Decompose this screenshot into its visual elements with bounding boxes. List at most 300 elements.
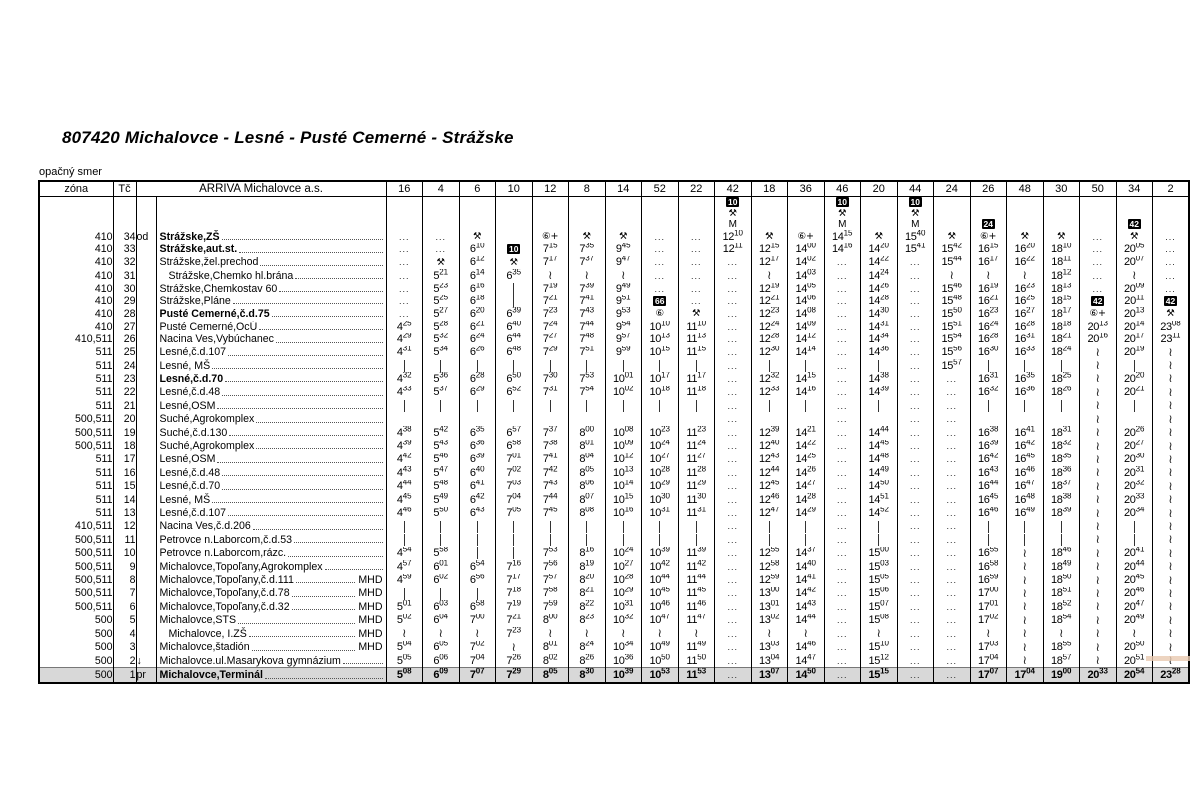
note-cell bbox=[824, 208, 861, 219]
skip-bar bbox=[1061, 534, 1062, 546]
time-cell bbox=[861, 600, 898, 613]
skip-bar bbox=[1024, 360, 1025, 372]
time-value: $11^{46}$ bbox=[686, 600, 707, 613]
time-cell bbox=[934, 307, 971, 320]
time-cell bbox=[1080, 520, 1117, 533]
time-cell bbox=[678, 547, 715, 560]
no-service-dots: ... bbox=[836, 321, 848, 332]
time-value: $16^{32}$ bbox=[977, 385, 999, 399]
time-cell bbox=[496, 480, 533, 493]
time-cell bbox=[459, 614, 496, 627]
time-cell bbox=[1153, 346, 1190, 359]
trip-number: 6 bbox=[459, 181, 496, 197]
trip-number: 34 bbox=[1116, 181, 1153, 197]
no-service-dots: ... bbox=[836, 441, 848, 451]
time-cell bbox=[496, 560, 533, 573]
dotted-leader bbox=[259, 329, 382, 330]
note-box: 10 bbox=[728, 197, 738, 207]
time-cell bbox=[678, 426, 715, 439]
stop-name: Suché,č.d.130 bbox=[159, 426, 228, 439]
wavy-line-icon: ≀ bbox=[1168, 359, 1173, 373]
note-cell bbox=[678, 197, 715, 209]
time-cell bbox=[532, 269, 569, 282]
time-cell bbox=[423, 627, 460, 640]
time-cell bbox=[788, 560, 825, 573]
no-service-dots: ... bbox=[909, 454, 921, 465]
time-value: $18^{54}$ bbox=[1050, 613, 1072, 627]
zone-cell: 410,511 bbox=[39, 333, 113, 345]
time-cell bbox=[824, 399, 861, 412]
time-cell bbox=[788, 386, 825, 399]
time-cell bbox=[715, 359, 752, 372]
time-cell bbox=[824, 533, 861, 546]
time-value: $7^{31}$ bbox=[542, 385, 558, 399]
time-value: $6^{18}$ bbox=[469, 295, 485, 308]
time-cell bbox=[678, 533, 715, 546]
skip-bar bbox=[769, 360, 770, 372]
time-value: $10^{39}$ bbox=[649, 546, 671, 560]
time-cell bbox=[423, 600, 460, 613]
note-cell bbox=[861, 208, 898, 219]
time-value: $16^{58}$ bbox=[977, 560, 999, 573]
time-cell bbox=[569, 399, 606, 412]
time-cell bbox=[678, 413, 715, 426]
time-cell bbox=[569, 386, 606, 399]
time-cell bbox=[897, 547, 934, 560]
time-cell bbox=[970, 560, 1007, 573]
dotted-leader bbox=[222, 239, 383, 240]
time-value: $20^{07}$ bbox=[1123, 255, 1145, 269]
time-cell bbox=[605, 346, 642, 359]
time-value: $7^{23}$ bbox=[506, 627, 522, 640]
time-cell bbox=[715, 533, 752, 546]
time-value: $14^{21}$ bbox=[795, 426, 817, 439]
no-service-dots: ... bbox=[654, 244, 665, 255]
wavy-line-icon: ≀ bbox=[475, 627, 480, 641]
time-value: $15^{56}$ bbox=[941, 345, 963, 359]
time-value: $7^{00}$ bbox=[469, 613, 485, 627]
time-cell bbox=[970, 333, 1007, 345]
time-cell bbox=[934, 574, 971, 587]
time-cell bbox=[970, 307, 1007, 320]
note-box: 10 bbox=[509, 244, 519, 255]
no-service-dots: ... bbox=[909, 321, 921, 332]
time-value: $4^{38}$ bbox=[396, 426, 412, 439]
no-service-dots: ... bbox=[946, 481, 957, 492]
time-cell bbox=[897, 295, 934, 307]
zone-cell: 500,511 bbox=[39, 560, 113, 573]
time-value: $6^{06}$ bbox=[433, 654, 449, 667]
time-cell bbox=[678, 346, 715, 359]
time-cell bbox=[824, 333, 861, 345]
time-value: $14^{48}$ bbox=[868, 452, 890, 466]
time-value: $14^{31}$ bbox=[868, 320, 890, 333]
time-cell bbox=[386, 440, 423, 453]
time-value: $7^{27}$ bbox=[542, 333, 558, 346]
time-cell bbox=[386, 574, 423, 587]
stop-number-cell: 26 bbox=[113, 333, 136, 345]
stop-row bbox=[39, 480, 1189, 493]
trip-number: 26 bbox=[970, 181, 1007, 197]
saturday-icon: ⑥ bbox=[655, 308, 665, 320]
wavy-line-icon: ≀ bbox=[584, 627, 589, 641]
time-cell bbox=[569, 507, 606, 520]
time-cell bbox=[386, 321, 423, 333]
time-cell bbox=[970, 507, 1007, 520]
time-value: $16^{17}$ bbox=[977, 255, 999, 269]
time-cell bbox=[1153, 440, 1190, 453]
note-cell bbox=[824, 197, 861, 209]
stop-name-cell bbox=[156, 627, 386, 640]
time-cell bbox=[897, 574, 934, 587]
time-value: $18^{18}$ bbox=[1050, 320, 1072, 333]
time-value: $10^{15}$ bbox=[649, 345, 671, 359]
dotted-leader bbox=[256, 448, 382, 449]
stop-row bbox=[39, 295, 1189, 307]
time-cell bbox=[1043, 600, 1080, 613]
dotted-leader bbox=[294, 542, 383, 543]
time-value: $16^{38}$ bbox=[977, 426, 999, 439]
dotted-leader bbox=[343, 663, 383, 664]
time-value: $6^{10}$ bbox=[469, 243, 485, 256]
time-value: $13^{00}$ bbox=[758, 586, 780, 600]
no-service-dots: ... bbox=[727, 347, 738, 358]
zone-cell: 500,511 bbox=[39, 574, 113, 587]
time-cell bbox=[1043, 466, 1080, 479]
no-service-dots: ... bbox=[398, 283, 410, 294]
time-value: $14^{45}$ bbox=[868, 439, 890, 452]
time-cell bbox=[751, 426, 788, 439]
no-service-dots: ... bbox=[654, 231, 665, 242]
time-cell bbox=[824, 453, 861, 466]
time-value: $16^{15}$ bbox=[977, 243, 999, 256]
time-value: $5^{43}$ bbox=[433, 439, 449, 452]
time-cell bbox=[459, 547, 496, 560]
time-cell bbox=[605, 295, 642, 307]
stop-name: Michalovce,Terminál bbox=[159, 669, 263, 682]
time-value: $7^{29}$ bbox=[542, 345, 558, 359]
time-cell bbox=[861, 574, 898, 587]
time-cell bbox=[459, 333, 496, 345]
stop-row bbox=[39, 614, 1189, 627]
time-cell bbox=[788, 480, 825, 493]
time-cell bbox=[642, 295, 679, 307]
time-value: $10^{08}$ bbox=[612, 426, 634, 439]
time-cell bbox=[1153, 359, 1190, 372]
time-value: $18^{35}$ bbox=[1050, 452, 1072, 466]
time-cell bbox=[1080, 346, 1117, 359]
time-cell bbox=[605, 507, 642, 520]
zone-cell: 500,511 bbox=[39, 413, 113, 426]
time-value: $5^{36}$ bbox=[433, 372, 449, 385]
time-cell bbox=[605, 426, 642, 439]
time-value: $20^{26}$ bbox=[1123, 426, 1145, 439]
note-box: 10 bbox=[910, 197, 920, 207]
time-cell bbox=[1153, 547, 1190, 560]
time-cell bbox=[423, 587, 460, 600]
time-cell bbox=[1043, 269, 1080, 282]
time-cell bbox=[897, 533, 934, 546]
time-value: $14^{15}$ bbox=[831, 230, 853, 243]
wavy-line-icon: ≀ bbox=[767, 269, 772, 283]
time-value: $6^{05}$ bbox=[433, 640, 449, 654]
time-cell bbox=[1153, 386, 1190, 399]
no-service-dots: ... bbox=[836, 534, 848, 545]
time-value: $14^{36}$ bbox=[868, 345, 890, 359]
time-cell bbox=[934, 641, 971, 654]
time-cell bbox=[678, 269, 715, 282]
time-cell bbox=[861, 230, 898, 243]
time-cell bbox=[897, 321, 934, 333]
time-value: $9^{54}$ bbox=[615, 320, 631, 333]
wavy-line-icon: ≀ bbox=[949, 269, 954, 283]
skip-bar bbox=[1134, 400, 1135, 412]
skip-bar bbox=[477, 360, 478, 372]
skip-bar bbox=[696, 400, 697, 412]
time-value: $7^{54}$ bbox=[579, 385, 595, 399]
time-value: $7^{56}$ bbox=[542, 560, 558, 573]
note-cell bbox=[386, 208, 423, 219]
no-service-dots: ... bbox=[836, 615, 848, 626]
time-value: $12^{59}$ bbox=[758, 573, 780, 587]
header-carrier: ARRIVA Michalovce a.s. bbox=[136, 181, 386, 197]
stop-name-cell bbox=[156, 399, 386, 412]
time-cell bbox=[605, 654, 642, 668]
time-cell bbox=[1153, 399, 1190, 412]
time-value: $10^{17}$ bbox=[649, 372, 671, 385]
time-value: $12^{46}$ bbox=[758, 493, 780, 506]
note-cell bbox=[496, 197, 533, 209]
time-cell bbox=[861, 547, 898, 560]
time-cell bbox=[1007, 547, 1044, 560]
time-cell bbox=[861, 256, 898, 269]
time-cell bbox=[751, 493, 788, 506]
marker-cell bbox=[136, 307, 156, 320]
time-value: $16^{45}$ bbox=[977, 493, 999, 506]
time-cell bbox=[861, 413, 898, 426]
time-value: $6^{40}$ bbox=[506, 320, 522, 333]
time-cell bbox=[532, 507, 569, 520]
time-cell bbox=[861, 466, 898, 479]
time-cell bbox=[532, 333, 569, 345]
note-cell bbox=[897, 197, 934, 209]
time-cell bbox=[897, 256, 934, 269]
time-value: $7^{19}$ bbox=[506, 600, 522, 613]
time-value: $14^{49}$ bbox=[868, 466, 890, 479]
time-value: $14^{26}$ bbox=[868, 282, 890, 295]
time-cell bbox=[532, 453, 569, 466]
skip-bar bbox=[988, 521, 989, 533]
time-cell bbox=[423, 641, 460, 654]
time-cell bbox=[386, 587, 423, 600]
time-value: $6^{28}$ bbox=[469, 372, 485, 385]
time-cell bbox=[496, 321, 533, 333]
time-cell bbox=[824, 307, 861, 320]
time-cell bbox=[1007, 641, 1044, 654]
time-value: $16^{36}$ bbox=[1014, 385, 1036, 399]
no-service-dots: ... bbox=[946, 521, 957, 532]
stop-name-cell bbox=[156, 440, 386, 453]
time-value: $12^{43}$ bbox=[758, 452, 780, 466]
time-cell bbox=[1043, 641, 1080, 654]
stop-row bbox=[39, 600, 1189, 613]
time-cell bbox=[642, 668, 679, 684]
time-value: $10^{18}$ bbox=[649, 385, 671, 399]
time-cell bbox=[1116, 493, 1153, 506]
time-cell bbox=[897, 307, 934, 320]
dotted-leader bbox=[228, 355, 382, 356]
time-cell bbox=[1043, 399, 1080, 412]
time-value: $4^{42}$ bbox=[396, 452, 412, 466]
note-cell bbox=[532, 219, 569, 230]
time-cell bbox=[861, 333, 898, 345]
stop-name-cell bbox=[156, 413, 386, 426]
wavy-line-icon: ≀ bbox=[1168, 493, 1173, 507]
time-value: $16^{31}$ bbox=[977, 372, 999, 385]
time-value: $14^{05}$ bbox=[795, 282, 817, 295]
zone-cell: 511 bbox=[39, 493, 113, 506]
time-value: $11^{29}$ bbox=[686, 479, 707, 493]
time-cell bbox=[642, 614, 679, 627]
direction-note: opačný smer bbox=[39, 166, 102, 178]
time-value: $20^{44}$ bbox=[1123, 560, 1145, 573]
time-cell bbox=[824, 426, 861, 439]
no-service-dots: ... bbox=[1165, 283, 1176, 294]
marker-cell bbox=[136, 493, 156, 506]
time-cell bbox=[678, 243, 715, 255]
time-cell bbox=[642, 307, 679, 320]
time-cell bbox=[386, 560, 423, 573]
stop-name-cell bbox=[156, 295, 386, 307]
wavy-line-icon: ≀ bbox=[1168, 372, 1173, 386]
skip-bar bbox=[586, 400, 587, 412]
time-cell bbox=[459, 600, 496, 613]
time-cell bbox=[423, 269, 460, 282]
wavy-line-icon: ≀ bbox=[1168, 412, 1173, 426]
marker-cell bbox=[136, 413, 156, 426]
time-value: $5^{04}$ bbox=[396, 640, 412, 654]
stop-name: Michalovce.ul.Masarykova gymnázium bbox=[159, 654, 341, 667]
no-service-dots: ... bbox=[435, 231, 446, 242]
time-value: $10^{31}$ bbox=[612, 600, 634, 613]
time-cell bbox=[423, 386, 460, 399]
stop-name-cell bbox=[156, 466, 386, 479]
note-cell bbox=[642, 208, 679, 219]
stop-name: Lesné, MŠ bbox=[159, 493, 211, 506]
time-cell bbox=[788, 307, 825, 320]
time-cell bbox=[532, 295, 569, 307]
no-service-dots: ... bbox=[690, 283, 702, 294]
time-cell bbox=[897, 641, 934, 654]
no-service-dots: ... bbox=[836, 494, 848, 505]
note-cell bbox=[642, 197, 679, 209]
time-value: $18^{32}$ bbox=[1050, 439, 1072, 452]
skip-bar bbox=[550, 534, 551, 546]
time-cell bbox=[751, 654, 788, 668]
time-value: $20^{05}$ bbox=[1123, 243, 1145, 256]
marker-cell bbox=[136, 333, 156, 345]
stop-number-cell: 18 bbox=[113, 440, 136, 453]
time-cell bbox=[642, 372, 679, 385]
wavy-line-icon: ≀ bbox=[1059, 627, 1064, 641]
time-value: $8^{07}$ bbox=[579, 493, 595, 506]
time-cell bbox=[788, 466, 825, 479]
time-cell bbox=[715, 269, 752, 282]
time-cell bbox=[459, 399, 496, 412]
no-service-dots: ... bbox=[946, 655, 957, 666]
time-cell bbox=[788, 283, 825, 295]
marker-cell bbox=[136, 480, 156, 493]
time-value: $6^{16}$ bbox=[469, 282, 485, 295]
time-cell bbox=[532, 600, 569, 613]
time-value: $20^{49}$ bbox=[1123, 613, 1145, 627]
marker-cell bbox=[136, 587, 156, 600]
time-value: $18^{57}$ bbox=[1050, 654, 1072, 667]
time-value: $12^{17}$ bbox=[758, 255, 780, 269]
time-cell bbox=[386, 600, 423, 613]
note-cell bbox=[678, 219, 715, 230]
no-service-dots: ... bbox=[727, 521, 738, 532]
time-cell bbox=[1153, 256, 1190, 269]
time-cell bbox=[934, 507, 971, 520]
no-service-dots: ... bbox=[727, 561, 738, 572]
time-value: $8^{16}$ bbox=[579, 546, 595, 560]
time-value: $7^{51}$ bbox=[579, 345, 595, 359]
time-value: $6^{42}$ bbox=[469, 493, 485, 506]
time-cell bbox=[569, 440, 606, 453]
time-cell bbox=[1043, 654, 1080, 668]
no-service-dots: ... bbox=[727, 670, 738, 681]
time-value: $4^{33}$ bbox=[396, 385, 412, 399]
time-cell bbox=[934, 243, 971, 255]
no-service-dots: ... bbox=[909, 548, 921, 559]
time-value: $13^{02}$ bbox=[758, 613, 780, 627]
time-cell bbox=[1116, 269, 1153, 282]
time-value: $14^{26}$ bbox=[795, 466, 817, 479]
note-cell bbox=[1153, 219, 1190, 230]
skip-bar bbox=[550, 400, 551, 412]
time-value: $20^{54}$ bbox=[1123, 667, 1145, 682]
time-cell bbox=[1007, 333, 1044, 345]
time-cell bbox=[824, 295, 861, 307]
time-cell bbox=[970, 654, 1007, 668]
time-cell bbox=[569, 243, 606, 255]
time-value: $4^{46}$ bbox=[396, 506, 412, 520]
skip-bar bbox=[988, 360, 989, 372]
time-cell bbox=[970, 283, 1007, 295]
time-value: $20^{20}$ bbox=[1123, 372, 1145, 385]
time-value: $5^{27}$ bbox=[433, 307, 449, 320]
stop-name-cell bbox=[156, 641, 386, 654]
marker-cell bbox=[136, 600, 156, 613]
stop-name: Nacina Ves,č.d.206 bbox=[159, 520, 251, 533]
trip-number: 36 bbox=[788, 181, 825, 197]
time-value: $10^{13}$ bbox=[649, 333, 671, 346]
time-value: $15^{05}$ bbox=[868, 573, 890, 587]
stop-name: Lesné,OSM bbox=[159, 453, 216, 466]
wavy-line-icon: ≀ bbox=[1168, 345, 1173, 359]
note-cell bbox=[1007, 197, 1044, 209]
time-cell bbox=[861, 399, 898, 412]
time-cell bbox=[532, 641, 569, 654]
time-cell bbox=[386, 466, 423, 479]
time-value: $16^{23}$ bbox=[1014, 282, 1036, 295]
time-cell bbox=[861, 587, 898, 600]
note-cell bbox=[532, 208, 569, 219]
stop-row bbox=[39, 346, 1189, 359]
no-service-dots: ... bbox=[398, 231, 410, 242]
workdays-icon: ⚒ bbox=[1129, 231, 1139, 242]
